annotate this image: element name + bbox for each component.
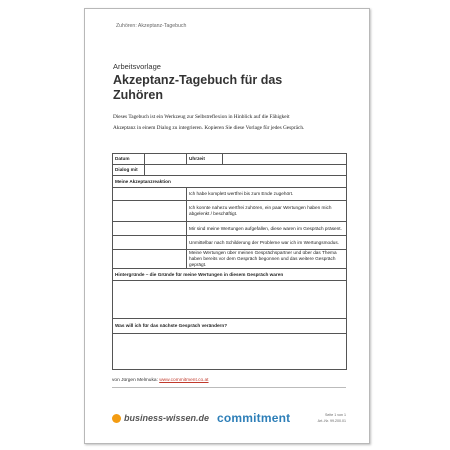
running-header: Zuhören: Akzeptanz-Tagebuch bbox=[116, 23, 187, 29]
author-link[interactable]: www.commitment.co.at bbox=[159, 378, 209, 383]
credit-prefix: von Jürgen Melmuka: bbox=[112, 378, 158, 383]
commitment-logo: commitment bbox=[217, 411, 291, 425]
reaction-option-5: Meine Wertungen über meinen Gesprächspartner und über das Thema haben bereits vor dem Gespräch begonnen und das weitere Gespräch geprägt. bbox=[187, 250, 347, 269]
author-credit bbox=[112, 378, 209, 383]
dialog-label: Dialog mit bbox=[113, 165, 145, 176]
time-field[interactable] bbox=[223, 154, 347, 165]
document-title: Akzeptanz-Tagebuch für das Zuhören bbox=[113, 73, 283, 102]
business-wissen-logo-text: business-wissen.de bbox=[124, 413, 210, 423]
time-label: Uhrzeit bbox=[187, 154, 223, 165]
page-info bbox=[306, 413, 346, 424]
reaction-section-header: Meine Akzeptanzreaktion bbox=[113, 176, 347, 188]
reaction-checkbox-1[interactable] bbox=[113, 188, 187, 201]
date-field[interactable] bbox=[145, 154, 187, 165]
change-field[interactable] bbox=[113, 334, 347, 370]
reaction-option-1: Ich habe komplett wertfrei bis zum Ende zugehört. bbox=[187, 188, 347, 201]
reaction-checkbox-5[interactable] bbox=[113, 250, 187, 269]
reaction-option-2: Ich konnte nahezu wertfrei zuhören, ein paar Wertungen haben mich abgelenkt / beschäftigt. bbox=[187, 201, 347, 222]
article-number: Art.-Nr. 99.200.01 bbox=[317, 418, 346, 423]
reaction-checkbox-3[interactable] bbox=[113, 222, 187, 236]
reaction-checkbox-4[interactable] bbox=[113, 236, 187, 250]
dialog-field[interactable] bbox=[145, 165, 347, 176]
date-label: Datum bbox=[113, 154, 145, 165]
orange-dot-icon bbox=[112, 414, 121, 423]
reaction-option-3: Mir sind meine Wertungen aufgefallen, diese waren im Gespräch präsent. bbox=[187, 222, 347, 236]
page-number: Seite 1 von 1 bbox=[325, 413, 346, 417]
background-field[interactable] bbox=[113, 281, 347, 319]
reaction-checkbox-2[interactable] bbox=[113, 201, 187, 222]
document-subtitle: Arbeitsvorlage bbox=[113, 62, 161, 71]
intro-paragraph: Dieses Tagebuch ist ein Werkzeug zur Selbstreflexion in Hinblick auf die Fähigkeit Akzeptanz in einem Dialog zu integrieren. Kopieren Sie diese Vorlage für jedes Gespräch. bbox=[113, 114, 305, 131]
background-section-header: Hintergründe – die Gründe für meine Wertungen in diesem Gespräch waren bbox=[113, 269, 347, 281]
business-wissen-logo bbox=[112, 413, 209, 423]
footer-divider bbox=[112, 387, 346, 388]
change-section-header: Was will ich für das nächste Gespräch verändern? bbox=[113, 319, 347, 334]
reaction-option-4: Unmittelbar nach Schilderung der Probleme war ich im Wertungsmodus. bbox=[187, 236, 347, 250]
diary-form-table bbox=[112, 153, 347, 370]
